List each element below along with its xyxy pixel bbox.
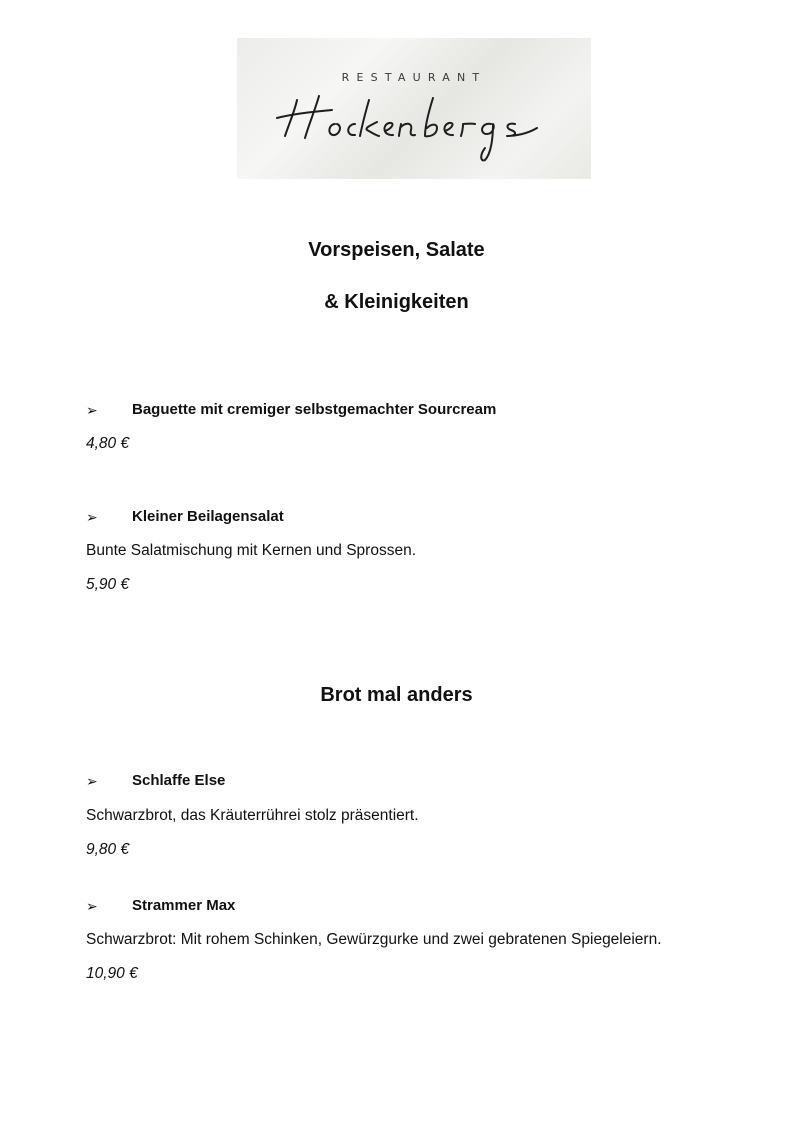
menu-item-name: Kleiner Beilagensalat [132, 508, 284, 525]
menu-item-description: Bunte Salatmischung mit Kernen und Sprossen. [86, 542, 416, 559]
menu-item-name: Schlaffe Else [132, 772, 226, 789]
bullet-arrow-icon: ➢ [86, 509, 98, 525]
restaurant-logo [237, 38, 591, 179]
menu-item-price: 4,80 € [86, 435, 130, 452]
menu-item-description: Schwarzbrot: Mit rohem Schinken, Gewürzgurke und zwei gebratenen Spiegeleiern. [86, 931, 662, 948]
section-heading-brot: Brot mal anders [320, 684, 473, 706]
menu-item-price: 10,90 € [86, 965, 138, 982]
menu-item-price: 5,90 € [86, 576, 130, 593]
menu-item-name: Baguette mit cremiger selbstgemachter Sourcream [132, 401, 497, 418]
bullet-arrow-icon: ➢ [86, 898, 98, 914]
menu-item-price: 9,80 € [86, 841, 130, 858]
bullet-arrow-icon: ➢ [86, 402, 98, 418]
menu-item-name: Strammer Max [132, 897, 236, 914]
bullet-arrow-icon: ➢ [86, 773, 98, 789]
section-heading-vorspeisen-line1: Vorspeisen, Salate [308, 239, 485, 261]
menu-item-description: Schwarzbrot, das Kräuterrührei stolz präsentiert. [86, 807, 419, 824]
section-heading-vorspeisen-line2: & Kleinigkeiten [324, 291, 469, 313]
logo-restaurant-text: RESTAURANT [341, 71, 487, 84]
logo-script-signature [237, 38, 591, 179]
